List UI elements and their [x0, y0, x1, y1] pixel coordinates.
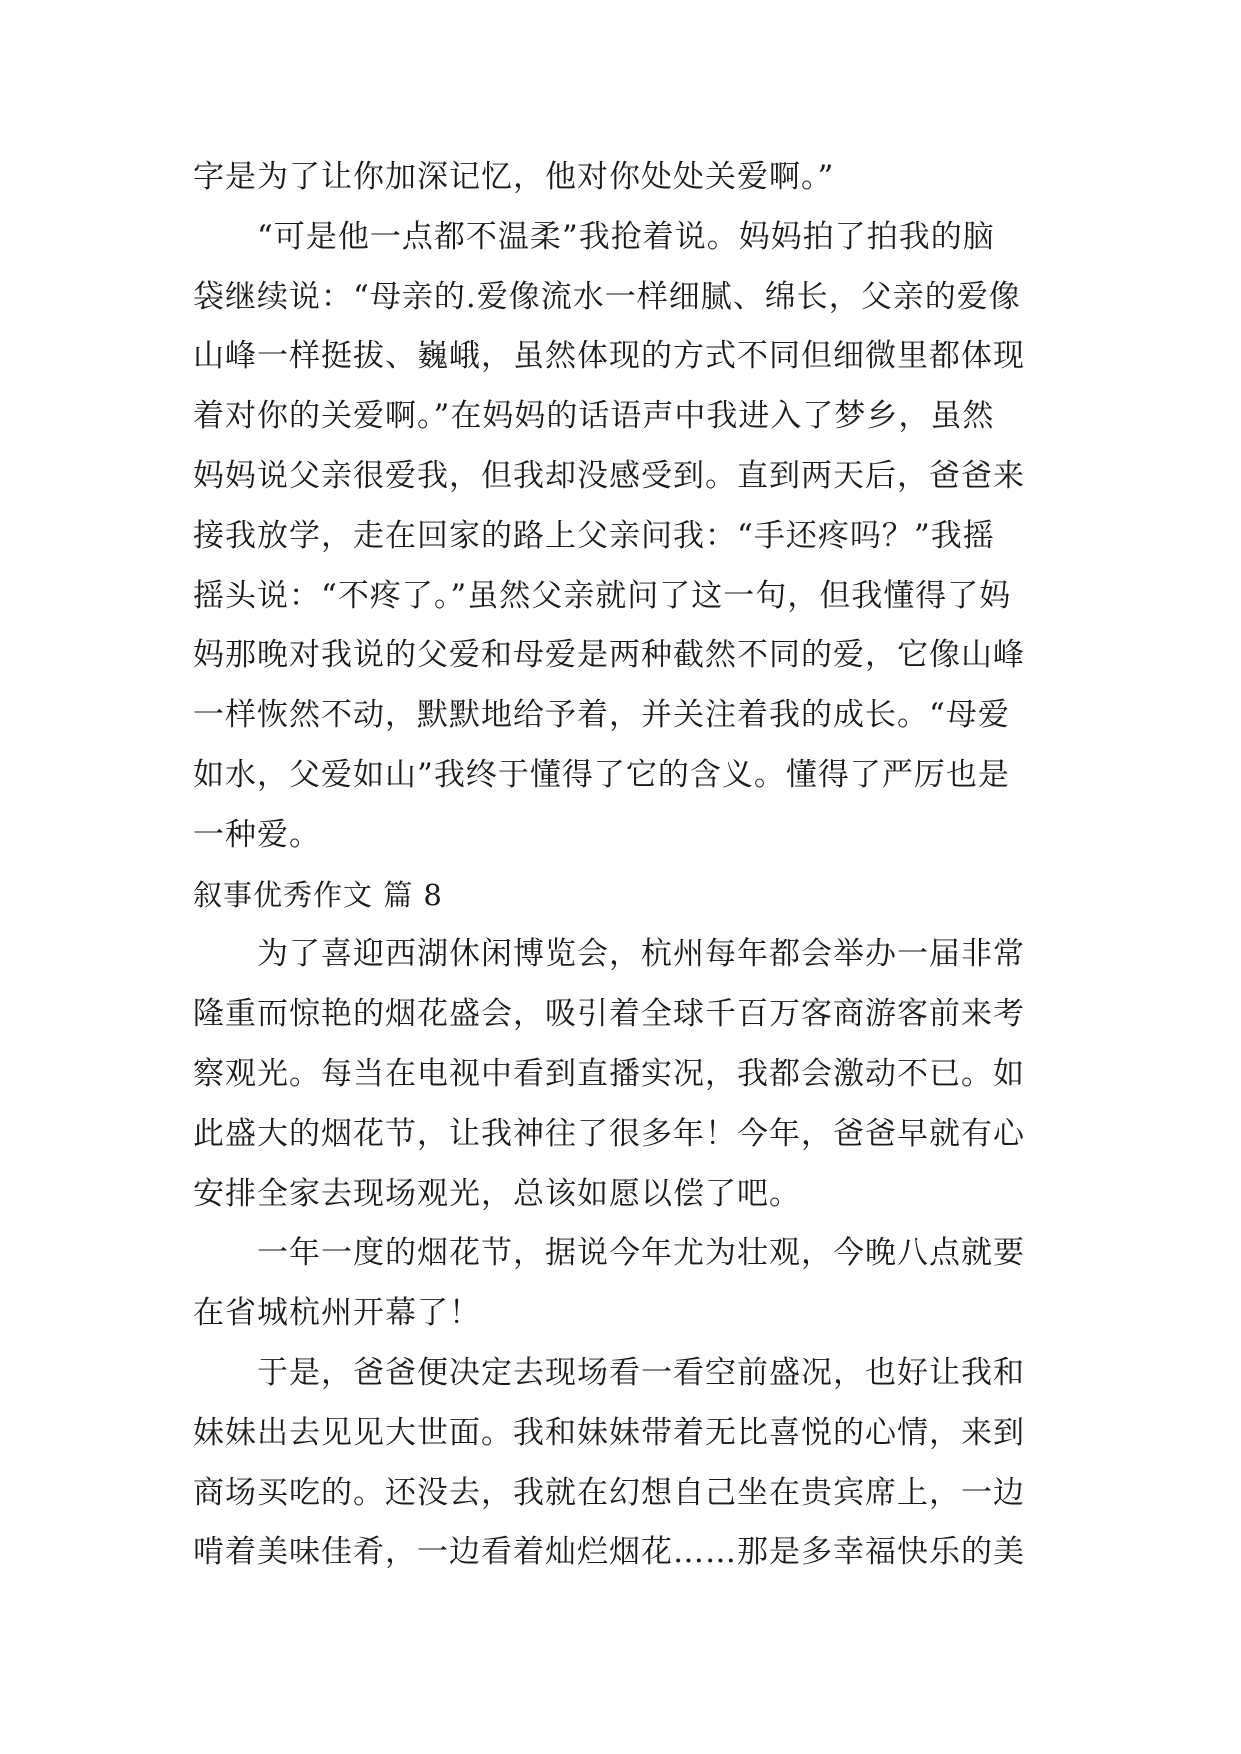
text-line: 于是，爸爸便决定去现场看一看空前盛况，也好让我和	[193, 1354, 1025, 1391]
text-line: 此盛大的烟花节，让我神往了很多年！今年，爸爸早就有心	[193, 1115, 1025, 1152]
section-heading: 叙事优秀作文 篇 8	[193, 877, 443, 912]
text-line: 如水，父爱如山”我终于懂得了它的含义。懂得了严厉也是	[193, 756, 1010, 793]
text-line: 啃着美味佳肴，一边看着灿烂烟花……那是多幸福快乐的美	[193, 1534, 1025, 1571]
text-line: 字是为了让你加深记忆，他对你处处关爱啊。”	[193, 159, 835, 195]
text-line: 妹妹出去见见大世面。我和妹妹带着无比喜悦的心情，来到	[193, 1414, 1025, 1451]
text-line: 妈那晚对我说的父爱和母爱是两种截然不同的爱，它像山峰	[193, 637, 1025, 674]
text-line: 接我放学，走在回家的路上父亲问我：“手还疼吗？”我摇	[193, 517, 995, 554]
text-line: 一种爱。	[193, 816, 321, 853]
text-line: 摇头说：“不疼了。”虽然父亲就问了这一句，但我懂得了妈	[193, 577, 1012, 614]
text-line: 为了喜迎西湖休闲博览会，杭州每年都会举办一届非常	[193, 936, 1025, 973]
text-line: 一样恢然不动，默默地给予着，并关注着我的成长。“母爱	[193, 697, 1010, 734]
text-line: 察观光。每当在电视中看到直播实况，我都会激动不已。如	[193, 1055, 1025, 1092]
text-line: 山峰一样挺拔、巍峨，虽然体现的方式不同但细微里都体现	[193, 338, 1025, 375]
text-line: 一年一度的烟花节，据说今年尤为壮观，今晚八点就要	[193, 1235, 1025, 1272]
text-line: 妈妈说父亲很爱我，但我却没感受到。直到两天后，爸爸来	[193, 457, 1025, 494]
text-line: 袋继续说：“母亲的.爱像流水一样细腻、绵长，父亲的爱像	[193, 278, 1021, 315]
text-line: 隆重而惊艳的烟花盛会，吸引着全球千百万客商游客前来考	[193, 996, 1025, 1033]
document-body	[193, 148, 1063, 1583]
text-line: 商场买吃的。还没去，我就在幻想自己坐在贵宾席上，一边	[193, 1474, 1025, 1511]
text-line: 安排全家去现场观光，总该如愿以偿了吧。	[193, 1175, 801, 1212]
text-line: “可是他一点都不温柔”我抢着说。妈妈拍了拍我的脑	[193, 218, 995, 255]
text-line: 着对你的关爱啊。”在妈妈的话语声中我进入了梦乡，虽然	[193, 398, 995, 435]
text-line: 在省城杭州开幕了！	[193, 1295, 481, 1332]
